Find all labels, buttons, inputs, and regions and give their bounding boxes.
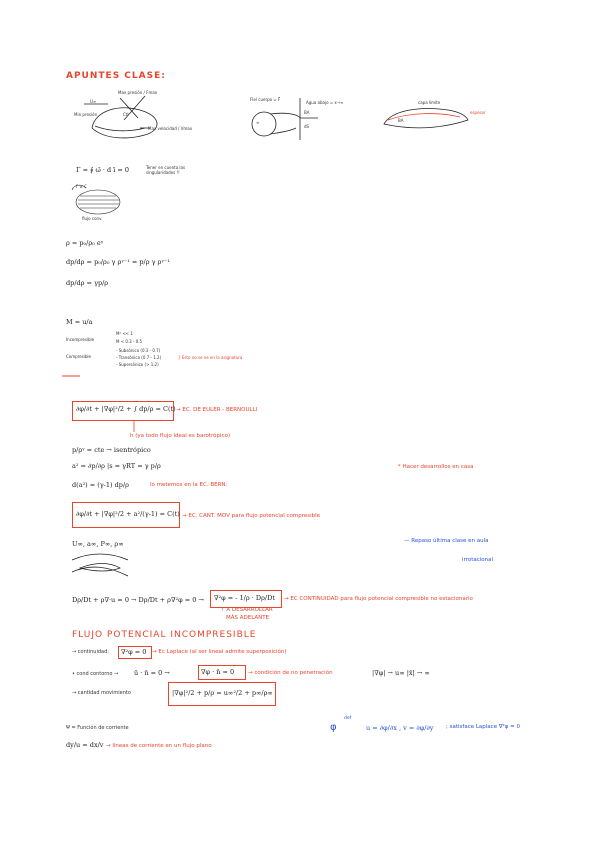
blue-note-repaso: — Repaso última clase en aula [404, 538, 489, 544]
continuity-dev1: ↑ A DESARROLLAR [220, 607, 273, 613]
fig1-max-presion-label: Max presión / Fmax [118, 90, 158, 95]
momentum-eq: ∂φ/∂t + |∇φ|²/2 + a²/(γ-1) = C(t) [76, 510, 180, 518]
blue-phi: φ [330, 722, 337, 733]
incomp-cc-box-eq: ∇φ · n̄ = 0 [201, 668, 235, 676]
mach-super: - Supersónico (> 1.2) [116, 362, 159, 367]
incomp-cont-box-eq: ∇²φ = 0 [121, 648, 147, 656]
hatched-region-sketch [72, 185, 120, 214]
incomp-mov-label: → cantidad movimiento [72, 690, 131, 696]
fig3-capa-label: capa límite [418, 100, 441, 105]
fig2-ds-label: dS [304, 124, 310, 129]
incomp-cc-note: → condición de no penetración [248, 670, 333, 676]
circulation-eq: Γ = ∮ ω̄ · d ī = 0 [76, 166, 130, 174]
fig1-ctl-label: Ctl [123, 112, 129, 117]
continuity-box-eq: ∇²φ = - 1/ρ · Dρ/Dt [214, 594, 275, 602]
circulation-flujo-label: flujo conv. [82, 216, 103, 221]
fig2-agua-label: Agua abajo = x→∞ [306, 100, 344, 105]
incomp-cc-eq: ū · n̄ = 0 → [134, 669, 170, 677]
freestream-vars: U∞, a∞, P∞, ρ∞ [72, 540, 124, 548]
circulation-gamma-c: Γ ≠ C [76, 184, 87, 189]
fig3-airfoil-sketch [384, 109, 468, 128]
momentum-label: → EC. CANT. MOV para flujo potencial compresible [182, 513, 321, 519]
fig2-ba-label: BA [304, 110, 310, 115]
stream-title: Ψ = Función de corriente [66, 725, 129, 731]
continuity-dev2: MÁS ADELANTE [226, 615, 270, 621]
sound-speed-diff-eq: d(a²) = (γ-1) dp/ρ [72, 481, 129, 489]
fig1-max-velocidad-label: Max velocidad / Vmax [148, 126, 193, 131]
isentropic-eq: p/ρᵞ = cte → isentrópico [72, 446, 151, 454]
blue-def-note: ; satisface Laplace ∇²φ = 0 [446, 724, 520, 730]
stream-eq: dy/u = dx/v [66, 741, 104, 749]
fig3-ba-label: BA [398, 118, 404, 123]
incomp-cont-label: → continuidad: [72, 649, 109, 655]
side-note-casa: * Hacer desarrollos en casa [398, 464, 474, 470]
fig2-cuerpo-label: Flel cuerpo = F̄ [250, 97, 281, 102]
blue-note-irrotacional: irrotacional [462, 557, 494, 563]
mach-incomp-cond2: M < 0.3 - 0.5 [116, 339, 143, 344]
incomp-cc-extra: |∇φ| → u∞ |x̄| → ∞ [372, 669, 430, 677]
blue-def-eq: u = ∂φ/∂x , v = ∂φ/∂y [366, 724, 434, 732]
incomp-cont-note: → Ec Laplace (al ser lineal admite superposición) [152, 649, 287, 655]
bernoulli-eq: ∂φ/∂t + |∇φ|²/2 + ∫ dp/ρ = C(t) [76, 405, 176, 413]
density-eq2: dp/dρ = p₀/ρ₀ γ ρᵞ⁻¹ = p/ρ γ ρᵞ⁻¹ [66, 258, 170, 266]
mach-incomp-label: Incompresible [66, 337, 95, 342]
mach-comp-note: } Esto no se ve en la asignatura [178, 355, 243, 360]
fig1-min-presion-label: Min presión [74, 112, 98, 117]
incomp-mov-box-eq: |∇φ|²/2 + p/ρ = u∞²/2 + p∞/ρ∞ [172, 689, 273, 697]
density-eq3: dp/dρ = γp/ρ [66, 279, 109, 287]
circulation-note: Tener en cuenta las singularidades !! [146, 165, 186, 175]
mach-comp-label: Compresible [66, 354, 91, 359]
mach-incomp-cond1: M² << 1 [116, 331, 133, 336]
continuity-label: → EC CONTINUIDAD para flujo potencial compresible no estacionario [284, 596, 473, 602]
incomp-cc-label: • cond contorno → [72, 671, 119, 677]
fig2-inf-label: ∞ [256, 120, 260, 125]
mach-eq: M = u/a [66, 318, 93, 326]
notes-title: APUNTES CLASE: [66, 71, 166, 81]
fig1-uinf-label: U∞ [90, 99, 97, 104]
blue-def-label: def [344, 716, 352, 721]
sound-speed-eq: a² = ∂p/∂ρ |s = γRT = γ p/ρ [72, 462, 161, 470]
streamlines-sketch [72, 554, 128, 576]
bernoulli-label: → EC. DE EULER - BERNOULLI [176, 407, 258, 413]
stream-note: → líneas de corriente en un flujo plano [106, 743, 212, 749]
density-eq1: ρ = p₀/ρ₀ eᵞ [66, 239, 104, 247]
mach-trans: - Transónico (0.7 - 1.2) [116, 355, 162, 360]
fig3-espesor-label: espesor [470, 110, 486, 115]
bernoulli-h-note: h (ya todo flujo ideal es barotrópico) [130, 433, 231, 439]
mach-sub: - Subsónico (0.3 - 0.7) [116, 348, 161, 353]
sound-speed-diff-note: lo metemos en la EC. BERN: [150, 482, 228, 488]
incomp-title: FLUJO POTENCIAL INCOMPRESIBLE [72, 630, 257, 640]
continuity-eq: Dρ/Dt + ρ∇·u = 0 → Dρ/Dt + ρ∇²φ = 0 → [72, 596, 204, 604]
